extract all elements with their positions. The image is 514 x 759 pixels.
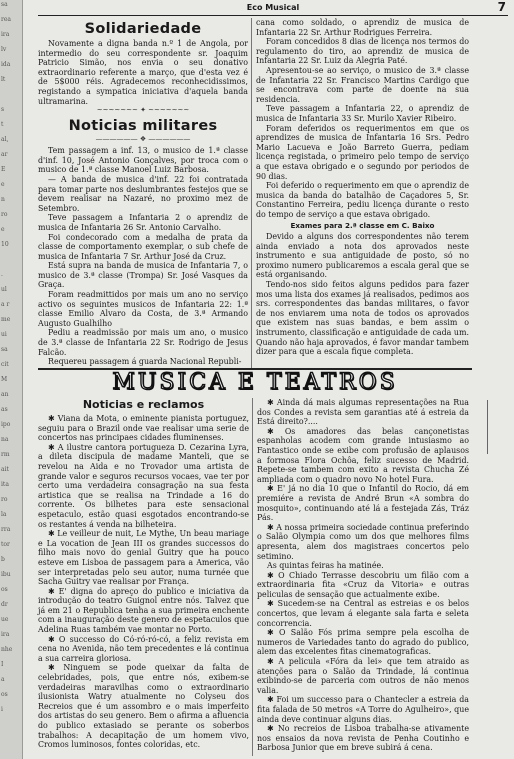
binding-fragment: e bbox=[1, 226, 5, 233]
paragraph: ✱ E' já no dia 10 que o Infantil do Rocio, dá em premiére a revista de André Brun «A sombra do mosquito», continuando até lá a festejada Zás, Tráz Pás. bbox=[257, 484, 469, 523]
binding-fragment: ait bbox=[1, 466, 9, 473]
paragraph: Devido a alguns dos correspondentes não terem ainda enviado a nota dos aprovados neste instrumento e sua antiguidade de posto, só no proximo numero publicaremos a escala geral que se está organisando. bbox=[256, 232, 469, 280]
ornament-divider-icon: —————— ❖ —————— bbox=[95, 135, 191, 144]
binding-fragment: . bbox=[1, 271, 3, 278]
binding-fragment: n bbox=[1, 196, 5, 203]
paragraph: ✱ Le veilleur de nuit, Le Mythe, Un beau mariage e La vocation de Jean III os grandes successos do filho mais novo do genial Guitry que ha pouco esteve em Lisboa de passagem para a America, vão ser interpretadas pelo seu autor, numa turnée que Sacha Guitry vae realisar por França. bbox=[38, 529, 249, 587]
binding-fragment: al, bbox=[1, 136, 9, 143]
page-number: 7 bbox=[497, 0, 506, 14]
binding-fragment: ui bbox=[1, 331, 7, 338]
binding-fragment: ita bbox=[1, 481, 9, 488]
binding-fragment: e bbox=[1, 181, 5, 188]
binding-fragment: a bbox=[1, 676, 5, 683]
binding-fragment: ul bbox=[1, 286, 7, 293]
adjacent-page-edge bbox=[0, 0, 23, 759]
binding-fragment: s bbox=[1, 106, 5, 113]
binding-fragment: nhe bbox=[1, 646, 13, 653]
binding-fragment: rea bbox=[1, 16, 11, 23]
binding-fragment: sa bbox=[1, 346, 8, 353]
binding-fragment: dr bbox=[1, 601, 8, 608]
paragraph: ✱ Ninguem se pode queixar da falta de celebridades, pois, que entre nós, exibem-se verdadeiras maravilhas como o extraordinario ilusionista Watry atualmente no Colyseu dos Recreios que é um assombro e o mais imperfeito dos artistas do seu genero. Bem o afirma a afluencia do publico extasiado se perante os soberbos trabalhos: A decapitação de um homem vivo, Cromos luminosos, fontes coloridas, etc. bbox=[38, 663, 249, 750]
margin-mark bbox=[487, 400, 494, 454]
binding-fragment: tor bbox=[1, 541, 10, 548]
section-title-noticias-militares: Noticias militares bbox=[68, 118, 218, 135]
left-column-bottom bbox=[38, 398, 249, 750]
paragraph: ✱ Os amadores das belas cançonetistas espanholas acodem com grande intusiasmo ao Fantastico onde se exibe com profusão de aplausos a formosa Flora Ochôa, feliz sucesso de Madrid. Repete-se tambem com exito a revista Chucha Zé ampliada com o quadro novo No hotel Fura. bbox=[257, 426, 469, 484]
paragraph: Foram concedidos 8 dias de licença nos termos do regulamento do tiro, ao aprendiz de musica de Infantaria 22 Sr. Luiz da Alegria Paté. bbox=[256, 37, 469, 66]
binding-fragment: os bbox=[1, 691, 8, 698]
binding-fragment: ue bbox=[1, 616, 9, 623]
binding-fragment: ipo bbox=[1, 421, 11, 428]
paragraph: Apresentou-se ao serviço, o musico de 3.ª classe de Infantaria 22 Sr. Francisco Martins Cardigo que se encontrava com parte de doente na sua residencia. bbox=[256, 65, 469, 104]
paragraph: Teve passagem a Infantaria 22, o aprendiz de musica de Infantaria 33 Sr. Murilo Xavier Ribeiro. bbox=[256, 104, 469, 123]
binding-fragment: an bbox=[1, 391, 9, 398]
binding-fragment: ar bbox=[1, 151, 8, 158]
paragraph: ✱ A ilustre cantora portugueza D. Cezarina Lyra, a dileta discipula de madame Manteli, que se revelou na Aida e no Trovador uma artista de grande valor e seguros recursos vocaes, vae ter por certo uma verdadeira consagração na sua festa artistica que se realisa na Trindade a 16 do corrente. Os bilhetes para este sensacional espetaculo, estão quasi esgotados encontrando-se os restantes á venda na bilheteira. bbox=[38, 442, 249, 529]
paragraph: Foi deferido o requerimento em que o aprendiz de musica da banda do batalhão de Caçadores 5, Sr. Constantino Ferreira, pediu licença durante o resto do tempo de serviço a que estava obrigado. bbox=[256, 181, 469, 219]
left-column-top bbox=[38, 18, 248, 367]
column-divider bbox=[252, 398, 253, 756]
binding-fragment: ibu bbox=[1, 571, 11, 578]
binding-fragment: os bbox=[1, 586, 8, 593]
paragraph: Tendo-nos sido feitos alguns pedidos para fazer mos uma lista dos exames já realisados, pedimos aos srs. correspondentes das bandas militares, o favor de nos enviarem uma nota de todos os aprovados que existem nas suas bandas, e bem assim o instrumento, classificação e antiguidade de cada um. Quando não haja aprovados, é favor mandar tambem dizer para que a escala fique completa. bbox=[256, 280, 469, 357]
subsection-title: Noticias e reclamos bbox=[82, 398, 205, 411]
binding-fragment: ida bbox=[1, 61, 11, 68]
paragraph: ✱ No recreios de Lisboa trabalha-se ativamente nos ensaios da nova revista de Penha Coutinho e Barbosa Junior que em breve subirá á cena. bbox=[257, 724, 469, 753]
paragraph: Pediu a readmissão por mais um ano, o musico de 3.ª classe de Infantaria 22 Sr. Rodrigo de Jesus Falcão. bbox=[38, 328, 248, 357]
binding-fragment: lt bbox=[1, 76, 6, 83]
section-title-exames: Exames para 2.ª classe em C. Baixo bbox=[290, 221, 435, 231]
paragraph: — A banda de musica d'inf. 22 foi contratada para tomar parte nos deslumbrantes festejos que se devem realisar na Nazaré, no proximo mez de Setembro. bbox=[38, 174, 248, 213]
right-column-top bbox=[256, 18, 469, 357]
binding-fragment: rra bbox=[1, 526, 11, 533]
binding-fragment: lv bbox=[1, 46, 7, 53]
binding-fragment: I bbox=[1, 661, 4, 668]
paragraph: Requereu passagem á guarda Nacional Republi- bbox=[48, 357, 242, 367]
binding-fragment: a r bbox=[1, 301, 10, 308]
paragraph: ✱ O Chiado Terrasse descobriu um filão com a extraordinaria fita «Cruz da Vitoria» e outras peliculas de sensação que actualmente exibe. bbox=[257, 570, 469, 599]
paragraph: Teve passagem a Infantaria 2 o aprendiz de musica de Infantaria 26 Sr. Antonio Carvalho. bbox=[38, 213, 248, 232]
magazine-title: Eco Musical bbox=[246, 3, 300, 12]
banner-text: MUSICA E TEATROS bbox=[112, 370, 398, 395]
binding-fragment: me bbox=[1, 316, 11, 323]
paragraph: Foi condecorado com a medalha de prata da classe de comportamento exemplar, o sub chefe de musica de Infantaria 7 Sr. Arthur José da Cruz. bbox=[38, 232, 248, 261]
binding-fragment: rm bbox=[1, 451, 10, 458]
binding-fragment: t bbox=[1, 121, 4, 128]
paragraph: ✱ O successo do Có-ró-ró-có, a feliz revista em cena no Avenida, não tem precedentes e lá continua a sua carreira gloriosa. bbox=[38, 634, 249, 663]
binding-fragment: b bbox=[1, 556, 5, 563]
paragraph: ✱ Sucedem-se na Central as estreias e os belos concertos, que levam á elegante sala farta e seleta concorrencia. bbox=[257, 599, 469, 628]
binding-fragment: as bbox=[1, 406, 8, 413]
binding-fragment bbox=[0, 90, 22, 105]
page-header bbox=[38, 1, 508, 16]
paragraph: ✱ E' digna do apreço do publico e iniciativa da introdução do teatro Guignol entre nós. Talvez que já em 21 o Republica tenha a sua primeira enchente com a inauguração deste genero de espetaculos que Adelina Ruas também vae montar no Porto. bbox=[38, 586, 249, 635]
paragraph: Tem passagem a inf. 13, o musico de 1.ª classe d'inf. 10, José Antonio Gonçalves, por troca com o musico de 1.ª classe Manoel Luiz Barbosa. bbox=[38, 146, 248, 175]
binding-fragment: M bbox=[1, 376, 8, 383]
binding-fragment: ira bbox=[1, 631, 10, 638]
binding-fragment: sa bbox=[1, 1, 8, 8]
paragraph: ✱ A nossa primeira sociedade continua preferindo o Salão Olympia como um dos que melhores films apresenta, alem dos magistraes concertos pelo setimino. bbox=[257, 522, 469, 561]
section-title-solidariedade: Solidariedade bbox=[84, 21, 202, 37]
paragraph: cana como soldado, o aprendiz de musica de Infantaria 22 Sr. Arthur Rodrigues Ferreira. bbox=[256, 18, 469, 37]
binding-fragment: E bbox=[1, 166, 6, 173]
paragraph: ✱ Ainda dá mais algumas representações na Rua dos Condes a revista sem garantias até á estreia da Está direito?.... bbox=[257, 398, 469, 427]
paragraph: Foram readmittidos por mais um ano no serviço activo os seguintes musicos de Infantaria 22: 1.ª classe Emilio Alvaro da Costa, de 3.ª Armando Augusto Gualhilho bbox=[38, 290, 248, 328]
section-banner bbox=[38, 370, 472, 396]
binding-fragment: i bbox=[1, 706, 3, 713]
binding-fragment: na bbox=[1, 436, 9, 443]
binding-fragment: 10 bbox=[1, 241, 9, 248]
paragraph: As quintas feiras ha matinée. bbox=[267, 561, 384, 571]
ornament-divider-icon: ~~~~~~~ ✦ ~~~~~~~ bbox=[96, 106, 190, 115]
paragraph: Novamente a digna banda n.º 1 de Angola, por intermedio do seu correspondente sr. Joaquim Patricio Simão, nos envia o seu donativo extraordinario referente a março, que d'esta vez é de 5$000 réis. Agradecemos reconhecidissimos, registando a sympatica iniciativa d'aquela banda ultramarina. bbox=[38, 39, 248, 106]
binding-fragment: la bbox=[1, 511, 7, 518]
paragraph: Está supra na banda de musica de Infantaria 7, o musico de 3.ª classe (Trompa) Sr. José Vasques da Graça. bbox=[38, 261, 248, 290]
paragraph: ✱ A pelicula «Fóra da lei» que tem atraido as atenções para o Salão da Trindade, lá continua exibindo-se de parceria com outros de não menos valia. bbox=[257, 657, 469, 695]
binding-fragment bbox=[0, 255, 22, 270]
right-column-bottom bbox=[257, 398, 469, 753]
paragraph: ✱ O Salão Fós prima sempre pela escolha de numeros de Variedades tanto do agrado do publico, alem das excelentes fitas cinematograficas. bbox=[257, 628, 469, 657]
paragraph: ✱ Viana da Mota, o eminente pianista portuguez, seguiu para o Brazil onde vae realisar uma serie de concertos nas principaes cidades fluminenses. bbox=[38, 414, 249, 443]
paragraph: ✱ Foi um successo para o Chantecler a estreia da fita falada de 50 metros «A Torre do Agulheiro», que ainda deve continuar alguns dias. bbox=[257, 695, 469, 724]
column-divider bbox=[251, 18, 252, 368]
binding-fragment: cit bbox=[1, 361, 9, 368]
binding-fragment: ro bbox=[1, 211, 8, 218]
paragraph: Foram deferidos os requerimentos em que os aprendizes de musica de Infantaria 16 Srs. Pedro Mario Lacueva e João Barreto Guerra, pediam licença registada, o primeiro pelo tempo de serviço a que estava obrigado e o segundo por periodos de 90 dias. bbox=[256, 123, 469, 181]
binding-fragment: ro bbox=[1, 496, 8, 503]
binding-fragment: ira bbox=[1, 31, 10, 38]
